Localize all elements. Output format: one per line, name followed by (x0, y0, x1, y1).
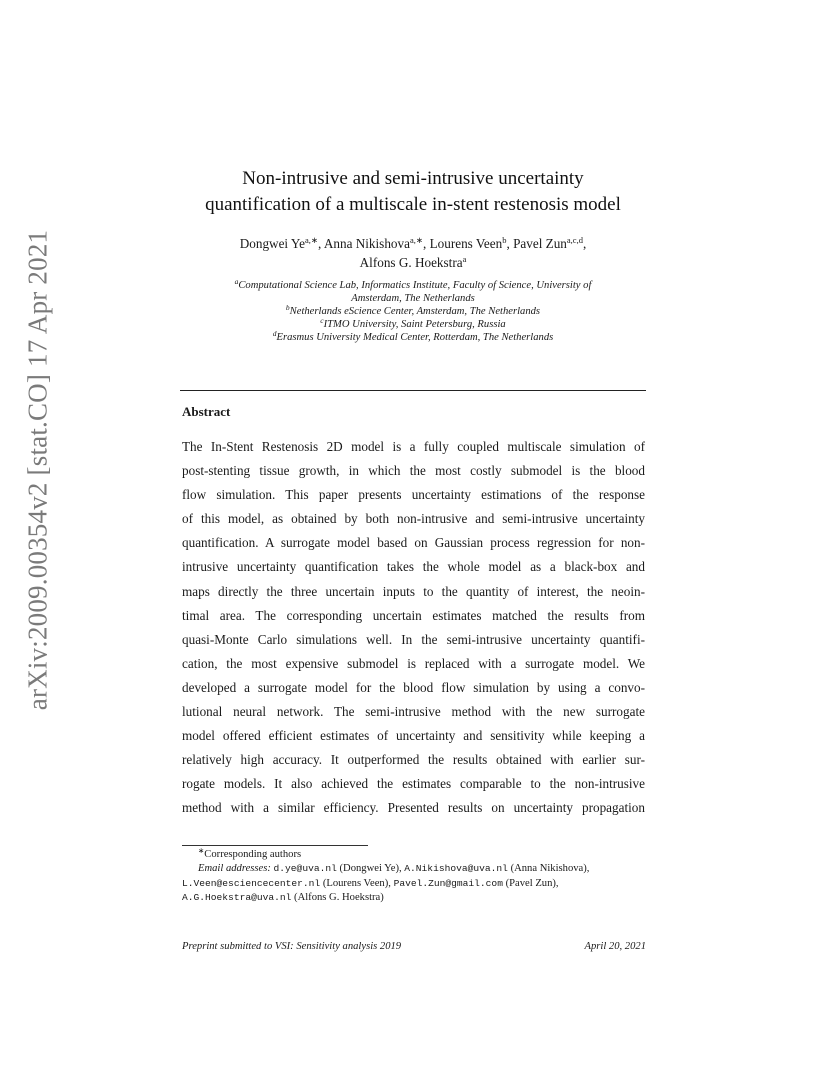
email-owner: (Anna Nikishova), (510, 863, 590, 875)
footnote-rule (182, 845, 368, 846)
email-owner: (Alfons G. Hoekstra) (294, 891, 384, 903)
email-owner: (Lourens Veen), (322, 877, 391, 889)
paper-title (180, 166, 646, 218)
abstract-line: flow simulation. This paper presents uncertainty estimations of the response (182, 487, 645, 503)
preprint-note: Preprint submitted to VSI: Sensitivity analysis 2019 (182, 941, 402, 952)
footnotes (182, 848, 652, 905)
affiliation-text: Amsterdam, The Netherlands (351, 293, 475, 304)
header-rule (180, 390, 646, 391)
abstract-line: The In-Stent Restenosis 2D model is a fully coupled multiscale simulation of (182, 439, 645, 454)
author-list: Dongwei $Ye^{a,∗}$, Anna Nikishova$^{a,∗}$, Lourens Veen$^b$, Pavel Zun$^{a,c,d}$, Alfons G. Hoekstra$^a$ (239, 235, 587, 270)
author-name: Lourens Veen (429, 236, 503, 251)
corresponding-authors-note: Corresponding authors (204, 849, 302, 860)
abstract-line: maps directly the three uncertain inputs to the quantity of interest, the neoin- (182, 583, 645, 599)
affiliations (180, 279, 646, 344)
author-superscript: a (462, 254, 467, 264)
abstract-line: intrusive uncertainty quantification takes the whole model as a black-box and (182, 559, 645, 575)
author-superscript: a,c,d (566, 235, 583, 245)
author-superscript: a,∗ (304, 235, 318, 245)
email-link[interactable]: d.ye@uva.nl (273, 863, 337, 875)
affiliation-mark: a (234, 277, 239, 286)
title-line-2: quantification of a multiscale in-stent restenosis model (205, 194, 621, 215)
author-name: Anna Nikishova (323, 236, 410, 251)
abstract-line: developed a surrogate model for the blood flow simulation by using a convo- (182, 679, 645, 695)
abstract-line: post-stenting tissue growth, in which the most costly submodel is the blood (182, 463, 645, 479)
abstract-line: quantification. A surrogate model based on Gaussian process regression for non- (182, 535, 645, 551)
email-link[interactable]: A.Nikishova@uva.nl (404, 863, 508, 875)
author-name: Dongwei Ye (239, 236, 305, 251)
affiliation-text: ITMO University, Saint Petersburg, Russia (323, 319, 506, 330)
arxiv-stamp-text: arXiv:2009.00354v2 [stat.CO] 17 Apr 2021 (22, 229, 53, 711)
affiliation-text: Netherlands eScience Center, Amsterdam, The Netherlands (289, 306, 541, 317)
email-owner: (Pavel Zun), (505, 877, 559, 889)
preprint-date: April 20, 2021 (584, 941, 646, 952)
affiliation-text: Computational Science Lab, Informatics Institute, Faculty of Science, University of (238, 280, 592, 291)
abstract-line: timal area. The corresponding uncertain estimates matched the results from (182, 607, 645, 623)
author-name: Alfons G. Hoekstra (359, 255, 463, 270)
abstract-line: cation, the most expensive submodel is replaced with a surrogate model. We (182, 655, 645, 671)
author-superscript: b (502, 235, 507, 245)
email-owner: (Dongwei Ye), (339, 863, 402, 875)
affiliation-mark: c (320, 316, 324, 325)
title-line-1: Non-intrusive and semi-intrusive uncertainty (242, 168, 584, 189)
affiliation-mark: d (272, 329, 277, 338)
affiliation-mark: b (285, 303, 290, 312)
affiliation-text: Erasmus University Medical Center, Rotterdam, The Netherlands (276, 332, 554, 343)
author-name: Pavel Zun (513, 236, 567, 251)
abstract-line: of this model, as obtained by both non-intrusive and semi-intrusive uncertainty (182, 511, 645, 527)
abstract-heading: Abstract (182, 404, 231, 419)
abstract-line: rogate models. It also achieved the estimates comparable to the non-intrusive (182, 776, 645, 792)
abstract-line: method with a similar efficiency. Presented results on uncertainty propagation (182, 800, 645, 816)
abstract-line: lutional neural network. The semi-intrusive method with the new surrogate (182, 704, 645, 720)
abstract-body (182, 435, 645, 821)
email-link[interactable]: Pavel.Zun@gmail.com (393, 877, 503, 889)
email-link[interactable]: L.Veen@esciencecenter.nl (182, 877, 321, 889)
author-superscript: a,∗ (409, 235, 423, 245)
footnote-mark: ∗ (198, 846, 205, 855)
abstract-line: model offered efficient estimates of uncertainty and sensitivity while keeping a (182, 728, 645, 744)
abstract-line: relatively high accuracy. It outperformed the results obtained with earlier sur- (182, 752, 645, 768)
email-link[interactable]: A.G.Hoekstra@uva.nl (182, 891, 292, 903)
abstract-line: quasi-Monte Carlo simulations well. In the semi-intrusive uncertainty quantifi- (182, 631, 645, 647)
email-label: Email addresses: (198, 863, 271, 875)
